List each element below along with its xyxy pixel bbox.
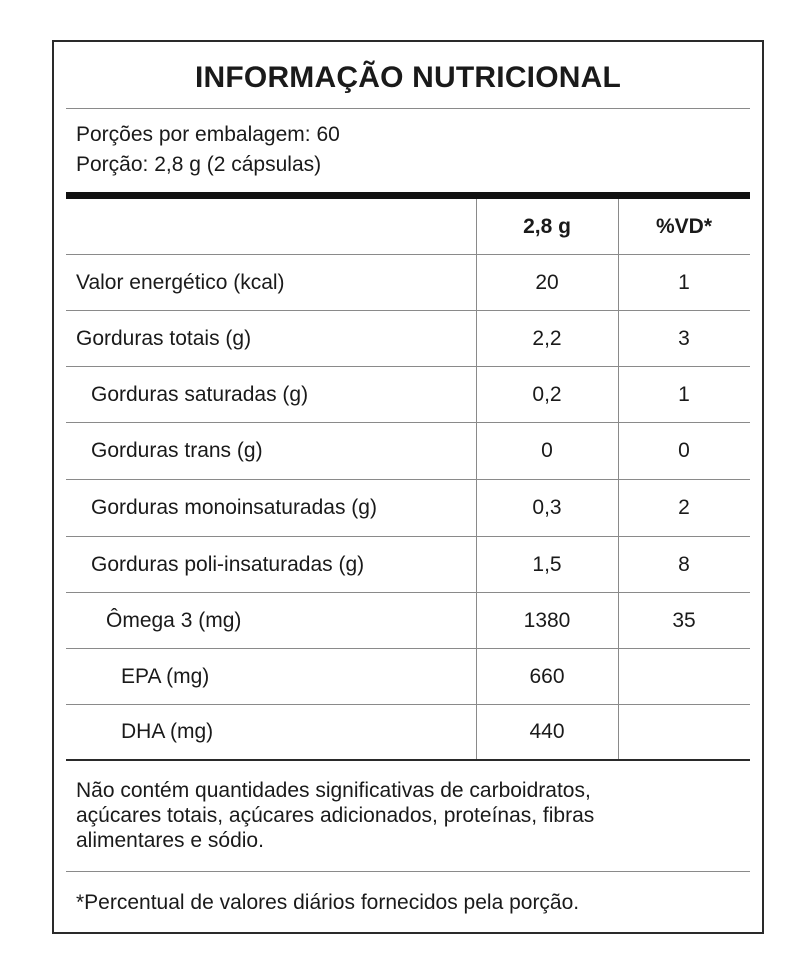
serving-size: Porção: 2,8 g (2 cápsulas)	[76, 153, 322, 176]
nutrient-name: EPA (mg)	[121, 664, 210, 688]
nutrient-amount: 0,3	[532, 496, 562, 519]
nutrient-amount: 0,2	[532, 382, 562, 406]
nutrient-name: Ômega 3 (mg)	[106, 608, 242, 632]
nutrient-amount: 440	[529, 720, 565, 743]
table-row	[66, 705, 750, 761]
not-significant-note	[76, 778, 742, 853]
nutrient-amount: 0	[541, 439, 553, 462]
table-row	[66, 255, 750, 311]
nutrient-name: Gorduras trans (g)	[91, 439, 263, 462]
header-blank	[66, 199, 476, 254]
header-dv: %VD*	[655, 214, 713, 238]
note-line: açúcares totais, açúcares adicionados, proteínas, fibras	[76, 804, 595, 827]
nutrient-dv: 1	[678, 382, 690, 406]
note-line: Não contém quantidades significativas de carboidratos,	[76, 779, 591, 802]
note-line: alimentares e sódio.	[76, 829, 264, 852]
nutrient-amount: 660	[529, 664, 565, 688]
nutrition-facts-label	[52, 40, 764, 934]
table-header-row	[66, 199, 750, 255]
nutrient-dv: 35	[672, 608, 696, 632]
table-row	[66, 649, 750, 705]
nutrient-amount: 1380	[523, 608, 571, 632]
nutrient-dv	[618, 705, 750, 759]
nutrient-name: DHA (mg)	[121, 720, 214, 743]
thick-divider	[66, 192, 750, 199]
dv-footnote: *Percentual de valores diários fornecidos pela porção.	[76, 891, 580, 914]
serving-info	[76, 120, 340, 180]
nutrient-dv: 0	[678, 439, 690, 462]
nutrient-name: Gorduras saturadas (g)	[91, 382, 309, 406]
table-row	[66, 423, 750, 480]
nutrient-dv: 1	[678, 270, 690, 294]
header-amount: 2,8 g	[523, 214, 571, 238]
divider	[66, 108, 750, 109]
table-row	[66, 593, 750, 649]
nutrient-name: Gorduras poli-insaturadas (g)	[91, 552, 365, 576]
nutrient-name: Valor energético (kcal)	[76, 270, 285, 294]
table-row	[66, 537, 750, 593]
nutrient-dv: 2	[678, 496, 690, 519]
nutrient-name: Gorduras monoinsaturadas (g)	[91, 496, 377, 519]
servings-per-package: Porções por embalagem: 60	[76, 123, 340, 146]
nutrient-amount: 1,5	[532, 552, 562, 576]
table-row	[66, 311, 750, 367]
nutrient-amount: 20	[535, 270, 559, 294]
label-title: INFORMAÇÃO NUTRICIONAL	[194, 61, 622, 94]
table-row	[66, 367, 750, 423]
nutrient-name: Gorduras totais (g)	[76, 326, 252, 350]
table-row	[66, 480, 750, 537]
divider	[66, 871, 750, 872]
nutrition-table	[66, 199, 750, 761]
nutrient-dv	[618, 649, 750, 704]
nutrient-dv: 3	[678, 326, 690, 350]
nutrient-amount: 2,2	[532, 326, 562, 350]
nutrient-dv: 8	[678, 552, 690, 576]
